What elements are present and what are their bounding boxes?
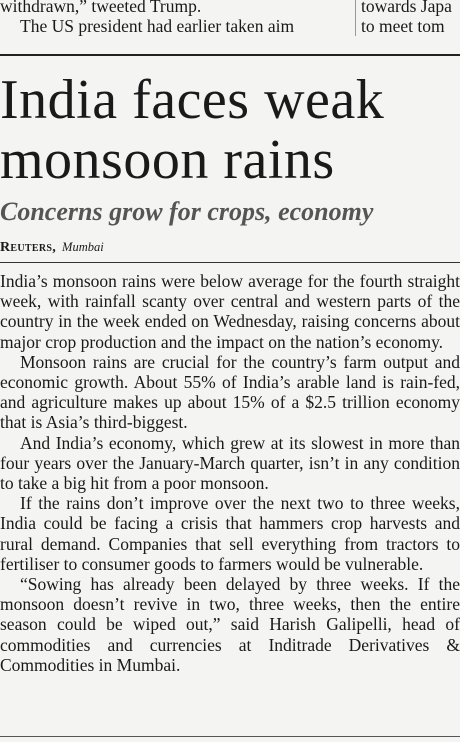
byline bbox=[0, 238, 104, 257]
article-paragraph-2: Monsoon rains are crucial for the country’s farm output and economic growth. About 55% of India’s arable land is rain-fed, and agriculture makes up about 15% of a $2.5 trillion economy that is Asia’s third-biggest. bbox=[0, 351, 460, 433]
article-paragraph-4: If the rains don’t improve over the next two to three weeks, India could be facing a crisis that hammers crop harvests and rural demand. Companies that sell everything from tractors to fertiliser to consumer goods to farmers would be vulnerable. bbox=[0, 493, 460, 574]
fragment-left-line-1: withdrawn,” tweeted Trump. bbox=[0, 0, 202, 16]
article-paragraph-1: India’s monsoon rains were below average for the fourth straight week, with rainfall scanty over central and western parts of the country in the week ended on Wednesday, raising concerns about major crop production and the impact on the nation’s economy. bbox=[0, 271, 460, 352]
byline-divider bbox=[0, 262, 460, 263]
article-headline: India faces weak monsoon rains bbox=[0, 69, 385, 191]
fragment-left-column bbox=[0, 0, 345, 36]
fragment-right-column bbox=[355, 0, 460, 36]
fragment-right-line-1: towards Japa bbox=[361, 0, 452, 16]
fragment-right-line-2: to meet tom bbox=[361, 16, 445, 36]
byline-place: Mumbai bbox=[62, 240, 104, 254]
fragment-left-line-2: The US president had earlier taken aim bbox=[20, 16, 295, 36]
top-divider bbox=[0, 54, 460, 56]
article-paragraph-5: “Sowing has already been delayed by three weeks. If the monsoon doesn’t revive in two, three weeks, then the entire season could be wiped out,” said Harish Galipelli, head of commodities and currencies at Inditrade Derivatives & Commodities in Mumbai. bbox=[0, 574, 460, 675]
article-body bbox=[0, 271, 460, 675]
article-subheadline: Concerns grow for crops, economy bbox=[0, 197, 374, 226]
previous-article-fragment bbox=[0, 0, 460, 42]
byline-agency: Reuters, bbox=[0, 240, 57, 255]
bottom-divider bbox=[0, 736, 460, 737]
article-paragraph-3: And India’s economy, which grew at its slowest in more than four years over the January-March quarter, isn’t in any condition to take a big hit from a poor monsoon. bbox=[0, 432, 460, 494]
